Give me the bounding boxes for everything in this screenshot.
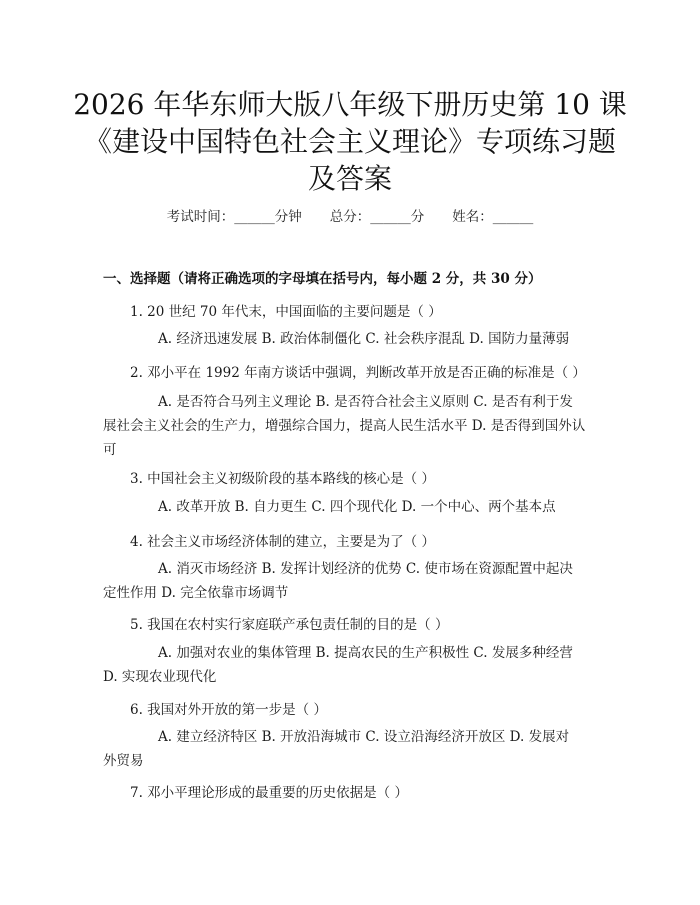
exam-info <box>0 205 700 225</box>
question-2-options-line-2: 展社会主义社会的生产力，增强综合国力，提高人民生活水平 D. 是否得到国外认 <box>103 418 586 434</box>
question-4-stem: 4. 社会主义市场经济体制的建立，主要是为了（ ） <box>130 534 435 550</box>
question-2-options <box>103 390 598 462</box>
question-5-stem: 5. 我国在农村实行家庭联产承包责任制的目的是（ ） <box>130 617 449 633</box>
exam-score: 总分：______分 <box>329 209 425 225</box>
question-1-options <box>103 327 598 351</box>
question-4-options <box>103 557 598 605</box>
exam-time: 考试时间：______分钟 <box>166 209 302 225</box>
question-5-options-line-2: D. 实现农业现代化 <box>103 669 217 685</box>
title-line-2: 《建设中国特色社会主义理论》专项练习题 <box>83 125 616 158</box>
question-5-options-line-1: A. 加强对农业的集体管理 B. 提高农民的生产积极性 C. 发展多种经营 <box>158 645 573 661</box>
question-1-stem: 1. 20 世纪 70 年代末，中国面临的主要问题是（ ） <box>130 304 442 320</box>
question-6-options-line-2: 外贸易 <box>103 753 144 769</box>
question-6-options <box>103 725 598 773</box>
question-3-options-line-1: A. 改革开放 B. 自力更生 C. 四个现代化 D. 一个中心、两个基本点 <box>158 499 556 515</box>
question-5-options <box>103 641 598 689</box>
question-2-options-line-1: A. 是否符合马列主义理论 B. 是否符合社会主义原则 C. 是否有利于发 <box>158 394 573 410</box>
question-4-options-line-1: A. 消灭市场经济 B. 发挥计划经济的优势 C. 使市场在资源配置中起决 <box>158 561 573 577</box>
question-1-options-line-1: A. 经济迅速发展 B. 政治体制僵化 C. 社会秩序混乱 D. 国防力量薄弱 <box>158 331 570 347</box>
question-2-stem: 2. 邓小平在 1992 年南方谈话中强调，判断改革开放是否正确的标准是（ ） <box>130 365 586 381</box>
title-line-1: 2026 年华东师大版八年级下册历史第 10 课 <box>73 88 627 121</box>
question-2-options-line-3: 可 <box>103 442 117 458</box>
question-6-options-line-1: A. 建立经济特区 B. 开放沿海城市 C. 设立沿海经济开放区 D. 发展对 <box>158 729 570 745</box>
title-line-3: 及答案 <box>307 162 392 195</box>
question-7-stem: 7. 邓小平理论形成的最重要的历史依据是（ ） <box>130 785 408 801</box>
question-4-options-line-2: 定性作用 D. 完全依靠市场调节 <box>103 585 289 601</box>
section-heading: 一、选择题（请将正确选项的字母填在括号内，每小题 2 分，共 30 分） <box>103 271 542 287</box>
exam-name: 姓名：______ <box>452 209 534 225</box>
question-6-stem: 6. 我国对外开放的第一步是（ ） <box>130 702 327 718</box>
question-3-stem: 3. 中国社会主义初级阶段的基本路线的核心是（ ） <box>130 471 435 487</box>
document-title <box>60 86 640 197</box>
question-3-options <box>103 495 598 519</box>
